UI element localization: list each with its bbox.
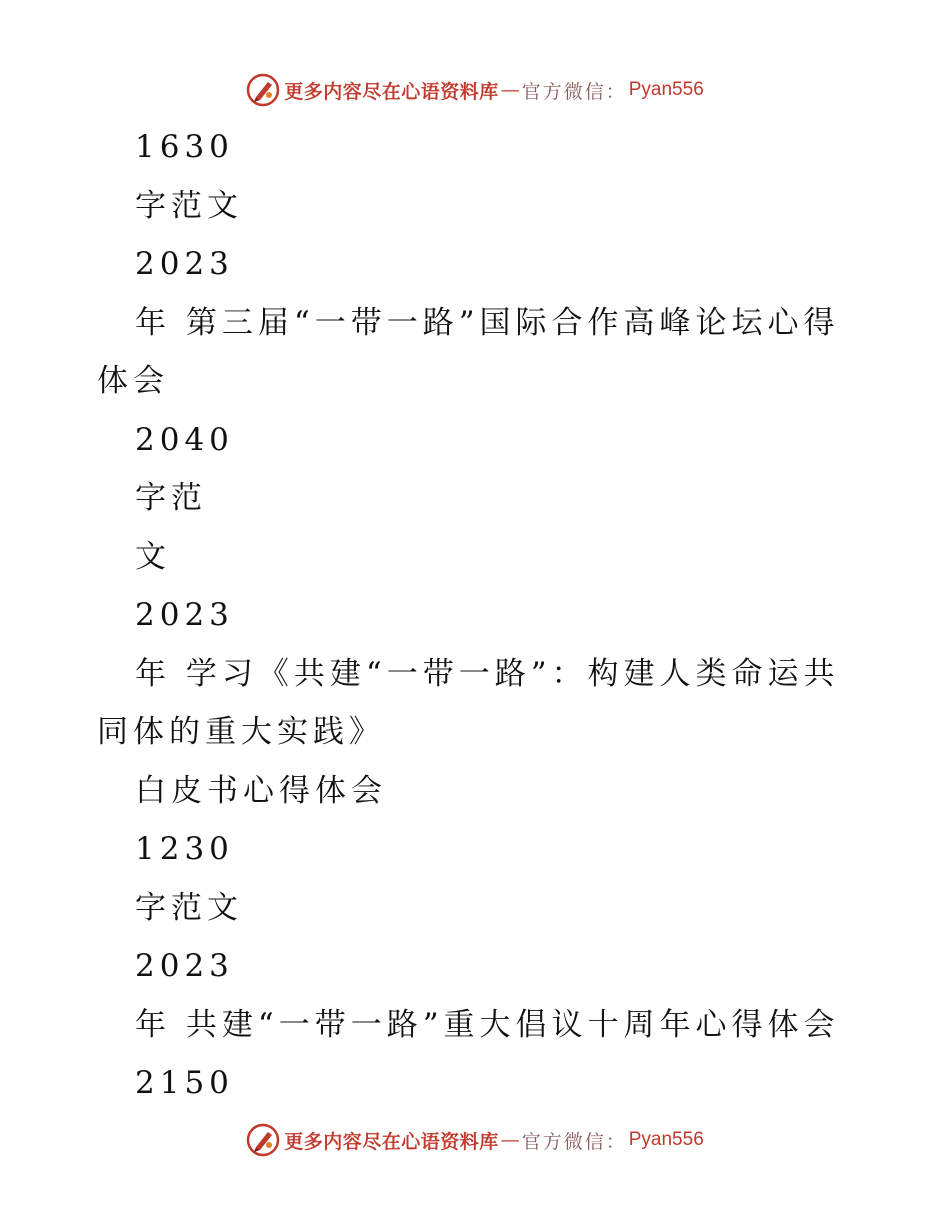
text-line: 白皮书心得体会 (135, 772, 387, 809)
text-line: 年 第三届“一带一路”国际合作高峰论坛心得 (135, 304, 840, 341)
text-line: 1230 (135, 831, 234, 867)
text-line: 1630 (135, 129, 234, 165)
header-watermark-banner (0, 70, 950, 110)
header-official-label: 官方微信： (521, 80, 627, 103)
header-brand-text: 更多内容尽在心语资料库 (284, 80, 499, 103)
text-line: 同体的重大实践》 (97, 714, 385, 750)
document-body (0, 118, 950, 1113)
text-line: 字范文 (135, 187, 243, 224)
footer-watermark-banner (0, 1120, 950, 1160)
text-line: 文 (135, 538, 171, 575)
header-wechat-id: Pyan556 (628, 79, 704, 100)
footer-brand-text: 更多内容尽在心语资料库 (284, 1130, 499, 1153)
pen-logo-icon (246, 73, 280, 107)
text-line: 字范 (135, 480, 207, 516)
text-line: 2023 (135, 246, 234, 282)
text-line: 年 共建“一带一路”重大倡议十周年心得体会 (135, 1006, 840, 1043)
text-line: 2150 (135, 1065, 234, 1101)
footer-official-label: 官方微信： (521, 1130, 627, 1153)
text-line: 2023 (135, 597, 234, 633)
text-line: 体会 (97, 363, 169, 399)
footer-dash: — (500, 1129, 520, 1151)
text-line: 2040 (135, 421, 234, 458)
pen-logo-icon (246, 1123, 280, 1157)
footer-wechat-id: Pyan556 (628, 1129, 704, 1150)
header-dash: — (500, 79, 520, 101)
text-line: 2023 (135, 948, 234, 984)
text-line: 年 学习《共建“一带一路”：构建人类命运共 (135, 655, 840, 692)
text-line: 字范文 (135, 889, 243, 926)
